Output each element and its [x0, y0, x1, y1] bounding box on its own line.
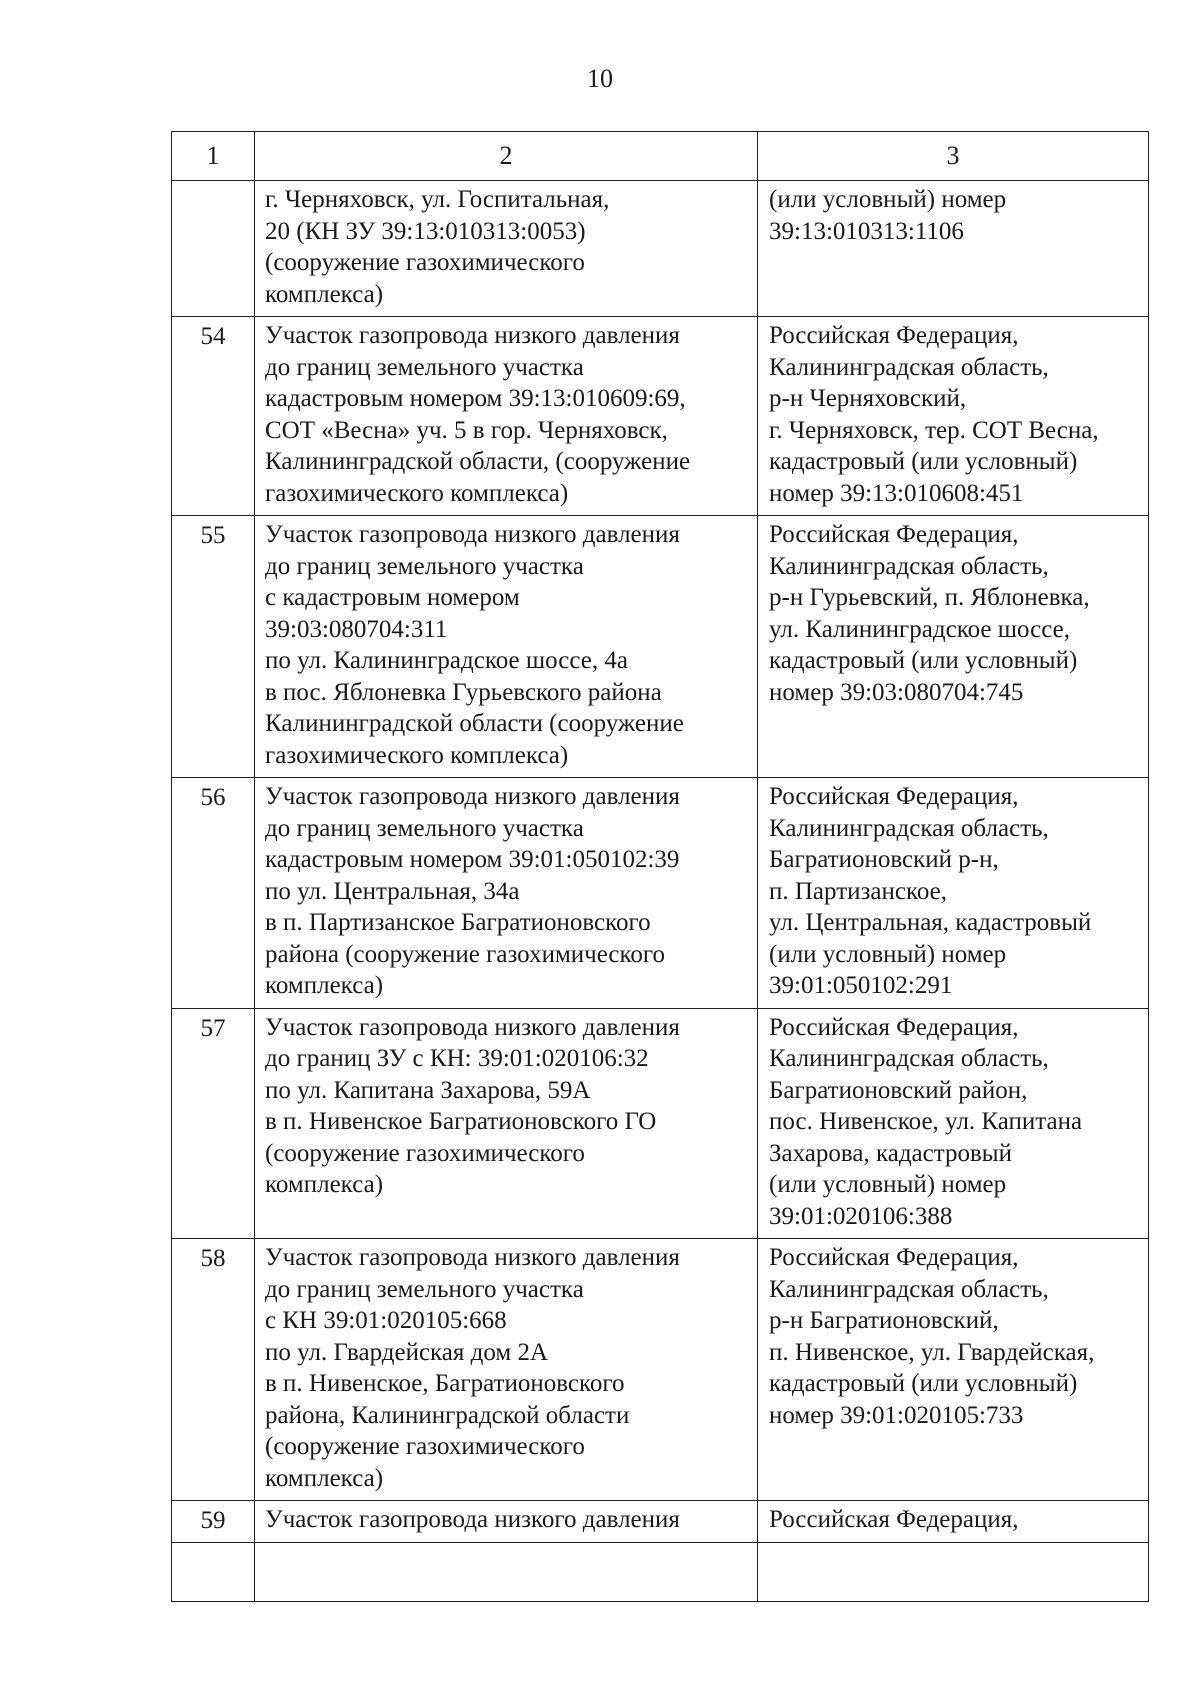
- object-description: [255, 1543, 757, 1552]
- object-address: Российская Федерация,: [769, 1506, 1019, 1533]
- object-description: Участок газопровода низкого давления до границ земельного участка кадастровым номером 39:01:050102:39 по ул. Центральная, 34а в п. Партизанское Багратионовского района (сооружение газохимического комплекса): [265, 783, 680, 999]
- object-description: г. Черняховск, ул. Госпитальная, 20 (КН ЗУ 39:13:010313:0053) (сооружение газохимического комплекса): [265, 186, 610, 308]
- object-description-cell: [255, 1501, 758, 1543]
- page-number: 10: [587, 64, 613, 93]
- object-address-cell: [758, 1501, 1149, 1543]
- table-row: [172, 778, 1149, 1009]
- object-address: Российская Федерация, Калининградская область, р-н Гурьевский, п. Яблоневка, ул. Калининградское шоссе, кадастровый (или условный) номер 39:03:080704:745: [769, 521, 1090, 706]
- column-header-3: 3: [758, 132, 1149, 181]
- object-description-cell: [255, 181, 758, 317]
- object-address: (или условный) номер 39:13:010313:1106: [769, 186, 1007, 245]
- object-description-cell: [255, 1008, 758, 1239]
- object-address: Российская Федерация, Калининградская область, Багратионовский р-н, п. Партизанское, ул. Центральная, кадастровый (или условный) номер 39:01:050102:291: [769, 783, 1092, 999]
- object-description-cell: [255, 516, 758, 778]
- object-address-cell: [758, 1239, 1149, 1501]
- object-address: [758, 1543, 1148, 1552]
- object-description: Участок газопровода низкого давления: [265, 1506, 680, 1533]
- table-header-row: [172, 132, 1149, 181]
- row-number: [172, 181, 255, 317]
- object-description: Участок газопровода низкого давления до границ ЗУ с КН: 39:01:020106:32 по ул. Капитана Захарова, 59А в п. Нивенское Багратионовского ГО (сооружение газохимического комплекса): [265, 1013, 680, 1198]
- row-number: 55: [172, 516, 255, 778]
- object-address-cell: [758, 1542, 1149, 1601]
- table-row: [172, 317, 1149, 516]
- object-address-cell: [758, 516, 1149, 778]
- registry-table: [171, 131, 1149, 1602]
- table-row: [172, 1501, 1149, 1543]
- row-number: 59: [172, 1501, 255, 1543]
- row-number: 54: [172, 317, 255, 516]
- column-header-2: 2: [255, 132, 758, 181]
- object-address: Российская Федерация, Калининградская область, Багратионовский район, пос. Нивенское, ул. Капитана Захарова, кадастровый (или условный) номер 39:01:020106:388: [769, 1013, 1083, 1230]
- object-address: Российская Федерация, Калининградская область, р-н Черняховский, г. Черняховск, тер. СОТ Весна, кадастровый (или условный) номер 39:13:010608:451: [769, 322, 1099, 507]
- object-description-cell: [255, 1239, 758, 1501]
- object-description-cell: [255, 317, 758, 516]
- table-row: [172, 1008, 1149, 1239]
- column-header-1: 1: [172, 132, 255, 181]
- object-description: Участок газопровода низкого давления до границ земельного участка с КН 39:01:020105:668 по ул. Гвардейская дом 2А в п. Нивенское, Багратионовского района, Калининградской области (сооружение газохимического комплекса): [265, 1244, 680, 1492]
- row-number: 58: [172, 1239, 255, 1501]
- object-address-cell: [758, 181, 1149, 317]
- table-row: [172, 1542, 1149, 1601]
- table-row: [172, 1239, 1149, 1501]
- object-address: Российская Федерация, Калининградская область, р-н Багратионовский, п. Нивенское, ул. Гвардейская, кадастровый (или условный) номер 39:01:020105:733: [769, 1244, 1095, 1429]
- row-number: 57: [172, 1008, 255, 1239]
- object-address-cell: [758, 778, 1149, 1009]
- row-number: [172, 1542, 255, 1601]
- object-description-cell: [255, 778, 758, 1009]
- object-address-cell: [758, 317, 1149, 516]
- table-row: [172, 181, 1149, 317]
- object-description-cell: [255, 1542, 758, 1601]
- object-address-cell: [758, 1008, 1149, 1239]
- row-number: 56: [172, 778, 255, 1009]
- table-row: [172, 516, 1149, 778]
- object-description: Участок газопровода низкого давления до границ земельного участка кадастровым номером 39:13:010609:69, СОТ «Весна» уч. 5 в гор. Черняховск, Калининградской области, (сооружение газохимического комплекса): [265, 322, 691, 507]
- object-description: Участок газопровода низкого давления до границ земельного участка с кадастровым номером 39:03:080704:311 по ул. Калининградское шоссе, 4а в пос. Яблоневка Гурьевского района Калининградской области (сооружение газохимического комплекса): [265, 521, 684, 769]
